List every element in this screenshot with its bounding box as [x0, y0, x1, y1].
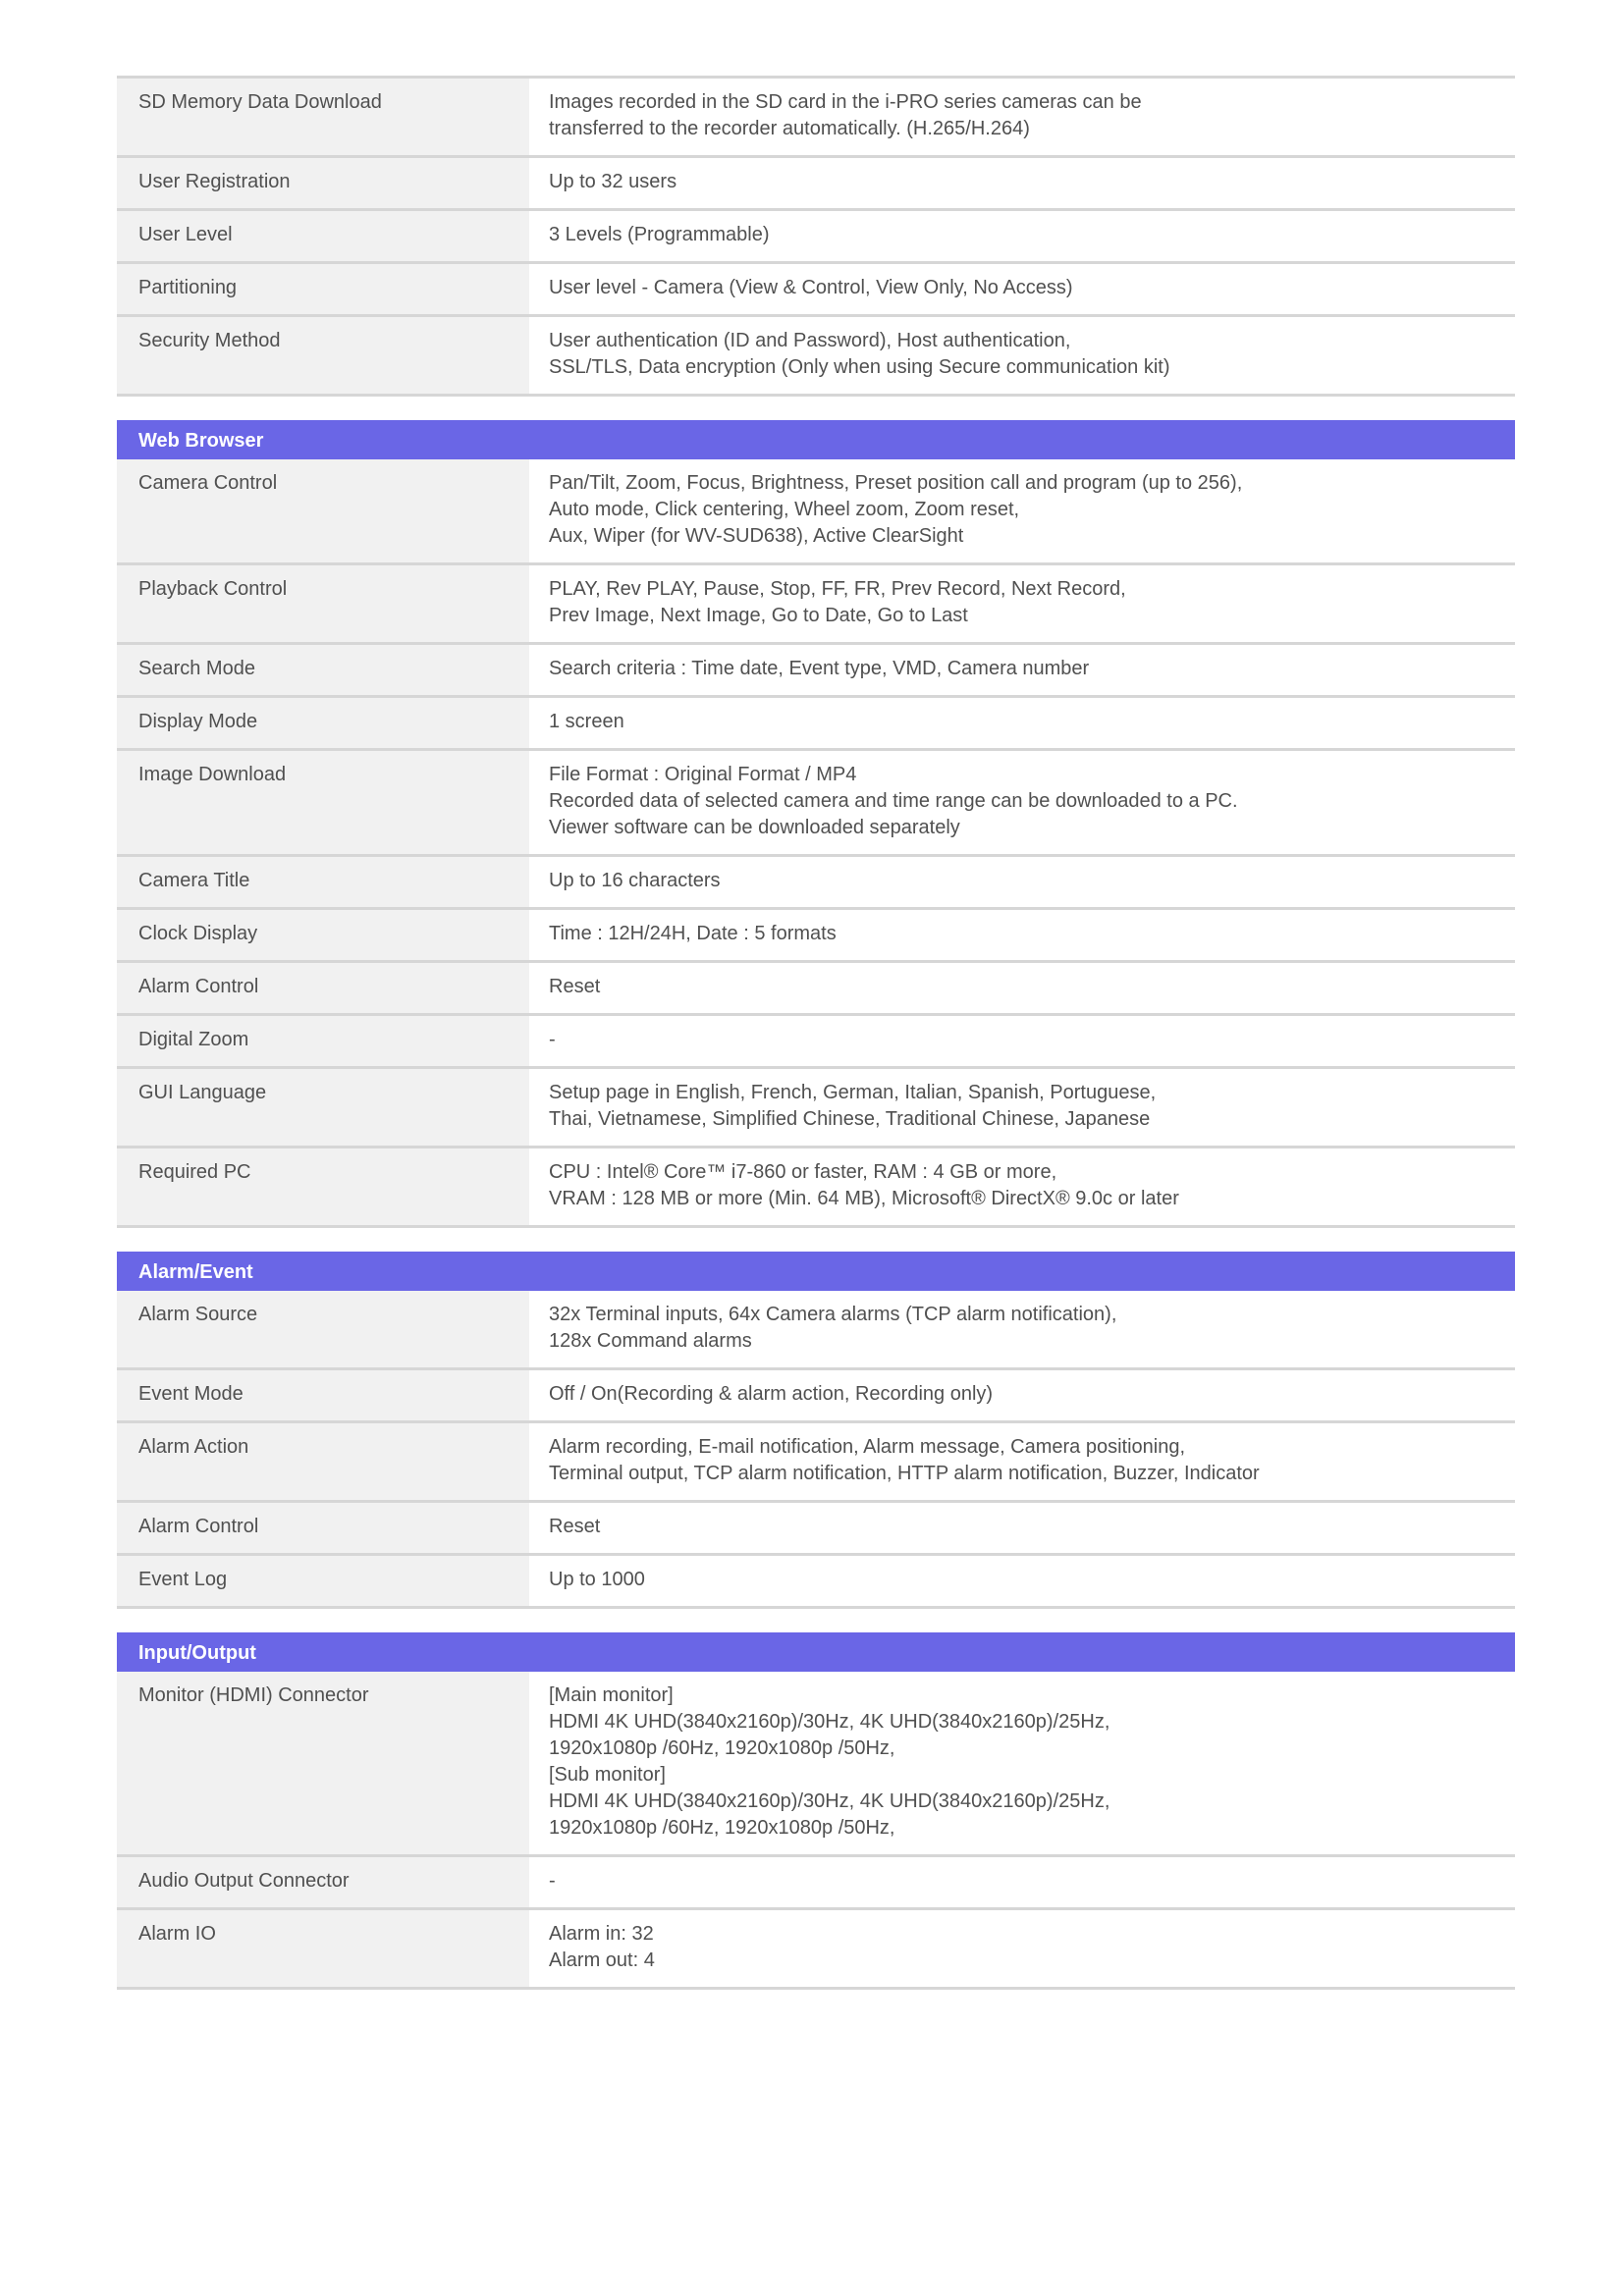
- spec-value-line: Alarm out: 4: [549, 1949, 655, 1971]
- spec-value-line: 128x Command alarms: [549, 1330, 752, 1352]
- spec-row: [117, 645, 1515, 698]
- spec-value-line: Up to 32 users: [549, 171, 677, 192]
- spec-value-line: CPU : Intel® Core™ i7-860 or faster, RAM : 4 GB or more,: [549, 1161, 1057, 1183]
- spec-value-line: 3 Levels (Programmable): [549, 224, 770, 245]
- spec-value: [529, 1016, 1515, 1066]
- spec-row: [117, 1672, 1515, 1857]
- spec-value-line: VRAM : 128 MB or more (Min. 64 MB), Microsoft® DirectX® 9.0c or later: [549, 1188, 1179, 1209]
- spec-value-line: Time : 12H/24H, Date : 5 formats: [549, 923, 837, 944]
- spec-value: [529, 1672, 1515, 1854]
- spec-value: [529, 1556, 1515, 1606]
- spec-value: [529, 158, 1515, 208]
- spec-value-line: Images recorded in the SD card in the i-PRO series cameras can be: [549, 91, 1142, 113]
- spec-value-line: [Sub monitor]: [549, 1764, 666, 1786]
- spec-label: Required PC: [117, 1148, 529, 1225]
- spec-value-line: Up to 1000: [549, 1569, 645, 1590]
- spec-label: Digital Zoom: [117, 1016, 529, 1066]
- spec-sheet: [117, 76, 1515, 2013]
- spec-value: [529, 211, 1515, 261]
- spec-label: Search Mode: [117, 645, 529, 695]
- spec-value: [529, 1069, 1515, 1146]
- spec-value: [529, 963, 1515, 1013]
- spec-value-line: Reset: [549, 976, 601, 997]
- spec-section: [117, 76, 1515, 397]
- spec-value: [529, 317, 1515, 394]
- spec-value-line: Search criteria : Time date, Event type, VMD, Camera number: [549, 658, 1090, 679]
- spec-row: [117, 751, 1515, 857]
- spec-label: Monitor (HDMI) Connector: [117, 1672, 529, 1854]
- spec-value-line: Viewer software can be downloaded separately: [549, 817, 960, 838]
- spec-row: [117, 1556, 1515, 1609]
- spec-value: [529, 910, 1515, 960]
- spec-row: [117, 158, 1515, 211]
- spec-value-line: HDMI 4K UHD(3840x2160p)/30Hz, 4K UHD(3840x2160p)/25Hz,: [549, 1790, 1110, 1812]
- spec-value-line: 1920x1080p /60Hz, 1920x1080p /50Hz,: [549, 1817, 895, 1839]
- spec-value-line: Thai, Vietnamese, Simplified Chinese, Traditional Chinese, Japanese: [549, 1108, 1151, 1130]
- spec-label: GUI Language: [117, 1069, 529, 1146]
- spec-row: [117, 857, 1515, 910]
- spec-value-line: File Format : Original Format / MP4: [549, 764, 857, 785]
- spec-value: [529, 1503, 1515, 1553]
- spec-label: Display Mode: [117, 698, 529, 748]
- spec-value: [529, 79, 1515, 155]
- spec-value-line: PLAY, Rev PLAY, Pause, Stop, FF, FR, Prev Record, Next Record,: [549, 578, 1126, 600]
- spec-value: [529, 1148, 1515, 1225]
- spec-label: Playback Control: [117, 565, 529, 642]
- spec-row: [117, 1370, 1515, 1423]
- spec-row: [117, 1857, 1515, 1910]
- spec-row: [117, 1423, 1515, 1503]
- spec-row: [117, 76, 1515, 158]
- spec-value: [529, 565, 1515, 642]
- spec-value-line: Pan/Tilt, Zoom, Focus, Brightness, Preset position call and program (up to 256),: [549, 472, 1243, 494]
- spec-row: [117, 565, 1515, 645]
- spec-row: [117, 1016, 1515, 1069]
- spec-row: [117, 963, 1515, 1016]
- spec-label: Event Log: [117, 1556, 529, 1606]
- spec-value-line: SSL/TLS, Data encryption (Only when using Secure communication kit): [549, 356, 1170, 378]
- spec-label: Camera Title: [117, 857, 529, 907]
- section-header: Alarm/Event: [117, 1252, 1515, 1291]
- spec-value-line: 1 screen: [549, 711, 624, 732]
- spec-label: Partitioning: [117, 264, 529, 314]
- spec-row: [117, 459, 1515, 565]
- spec-row: [117, 1291, 1515, 1370]
- spec-label: SD Memory Data Download: [117, 79, 529, 155]
- spec-row: [117, 698, 1515, 751]
- spec-label: Clock Display: [117, 910, 529, 960]
- spec-value: [529, 1291, 1515, 1367]
- spec-value-line: Alarm recording, E-mail notification, Alarm message, Camera positioning,: [549, 1436, 1186, 1458]
- spec-value-line: [Main monitor]: [549, 1684, 674, 1706]
- spec-value-line: Prev Image, Next Image, Go to Date, Go to Last: [549, 605, 968, 626]
- section-header: Input/Output: [117, 1632, 1515, 1672]
- spec-label: Alarm Control: [117, 1503, 529, 1553]
- spec-label: Security Method: [117, 317, 529, 394]
- spec-value-line: Setup page in English, French, German, Italian, Spanish, Portuguese,: [549, 1082, 1157, 1103]
- spec-label: Camera Control: [117, 459, 529, 562]
- spec-label: Image Download: [117, 751, 529, 854]
- spec-value-line: 32x Terminal inputs, 64x Camera alarms (TCP alarm notification),: [549, 1304, 1117, 1325]
- spec-label: Alarm Source: [117, 1291, 529, 1367]
- spec-value: [529, 1910, 1515, 1987]
- spec-value-line: Terminal output, TCP alarm notification, HTTP alarm notification, Buzzer, Indicator: [549, 1463, 1260, 1484]
- spec-value: [529, 459, 1515, 562]
- spec-value-line: Aux, Wiper (for WV-SUD638), Active ClearSight: [549, 525, 964, 547]
- spec-section: [117, 1632, 1515, 1990]
- spec-value-line: Reset: [549, 1516, 601, 1537]
- spec-value-line: 1920x1080p /60Hz, 1920x1080p /50Hz,: [549, 1737, 895, 1759]
- spec-row: [117, 1148, 1515, 1228]
- spec-value: [529, 645, 1515, 695]
- section-header: Web Browser: [117, 420, 1515, 459]
- spec-label: Alarm Control: [117, 963, 529, 1013]
- spec-row: [117, 1503, 1515, 1556]
- spec-row: [117, 317, 1515, 397]
- spec-value-line: Alarm in: 32: [549, 1923, 654, 1945]
- spec-value: [529, 698, 1515, 748]
- spec-value-line: -: [549, 1870, 556, 1892]
- spec-value: [529, 751, 1515, 854]
- spec-value-line: -: [549, 1029, 556, 1050]
- spec-value-line: HDMI 4K UHD(3840x2160p)/30Hz, 4K UHD(3840x2160p)/25Hz,: [549, 1711, 1110, 1733]
- spec-value-line: Up to 16 characters: [549, 870, 721, 891]
- spec-value: [529, 857, 1515, 907]
- spec-label: User Level: [117, 211, 529, 261]
- spec-label: Alarm Action: [117, 1423, 529, 1500]
- spec-value-line: transferred to the recorder automatically. (H.265/H.264): [549, 118, 1030, 139]
- spec-row: [117, 1069, 1515, 1148]
- spec-value-line: User level - Camera (View & Control, View Only, No Access): [549, 277, 1073, 298]
- spec-section: [117, 420, 1515, 1228]
- spec-value-line: Auto mode, Click centering, Wheel zoom, Zoom reset,: [549, 499, 1020, 520]
- spec-value: [529, 1857, 1515, 1907]
- spec-label: User Registration: [117, 158, 529, 208]
- spec-label: Audio Output Connector: [117, 1857, 529, 1907]
- spec-label: Alarm IO: [117, 1910, 529, 1987]
- spec-value: [529, 264, 1515, 314]
- spec-section: [117, 1252, 1515, 1609]
- spec-label: Event Mode: [117, 1370, 529, 1420]
- spec-row: [117, 1910, 1515, 1990]
- spec-value: [529, 1370, 1515, 1420]
- spec-row: [117, 211, 1515, 264]
- spec-value-line: Recorded data of selected camera and time range can be downloaded to a PC.: [549, 790, 1238, 812]
- spec-value: [529, 1423, 1515, 1500]
- spec-value-line: User authentication (ID and Password), Host authentication,: [549, 330, 1071, 351]
- spec-value-line: Off / On(Recording & alarm action, Recording only): [549, 1383, 994, 1405]
- spec-row: [117, 264, 1515, 317]
- spec-row: [117, 910, 1515, 963]
